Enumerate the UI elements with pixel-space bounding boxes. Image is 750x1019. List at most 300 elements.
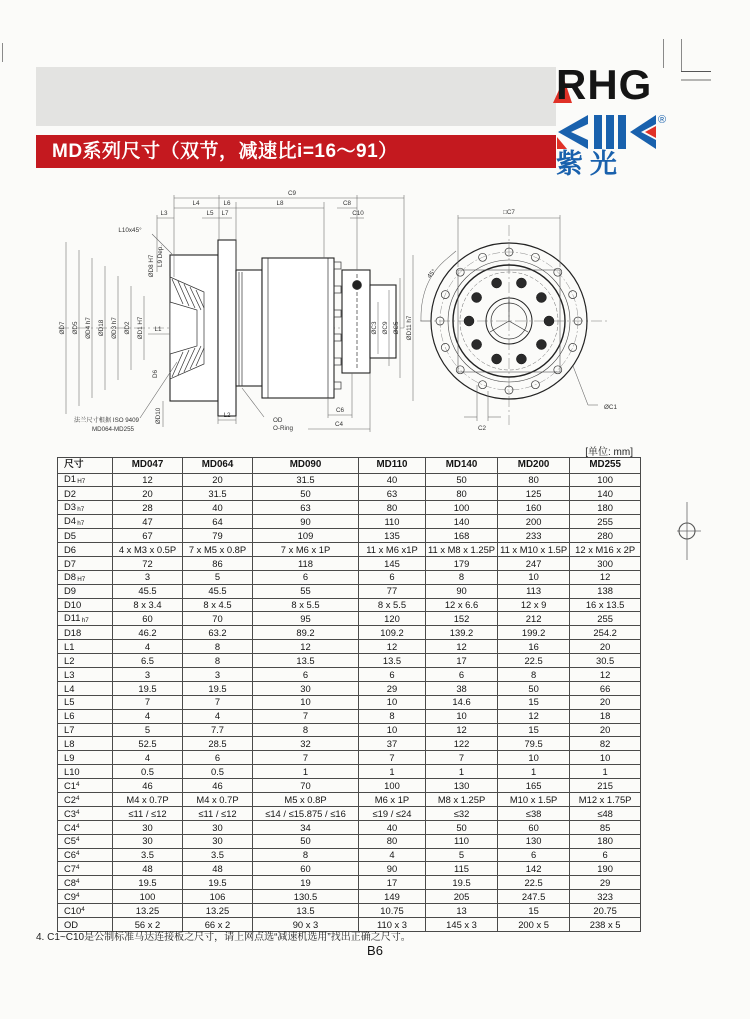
table-cell: 55 [253,584,359,598]
table-row-d5 [58,529,641,543]
table-row-l7 [58,723,641,737]
table-cell: 22.5 [498,654,570,668]
table-cell: 15 [498,904,570,918]
front-dimension-lines [421,215,598,421]
svg-text:法兰尺寸根据 ISO 9409: 法兰尺寸根据 ISO 9409 [74,417,139,424]
row-label: L8 [58,737,113,751]
table-cell: 323 [570,890,641,904]
svg-text:C10: C10 [352,210,364,217]
table-cell: 56 x 2 [113,918,183,932]
table-cell: 7 [426,751,498,765]
table-row-l4 [58,681,641,695]
table-cell: 20.75 [570,904,641,918]
table-row-c7 [58,862,641,876]
table-cell: 10 [359,723,426,737]
ziguang-logo-text: 紫光 [556,149,624,179]
row-label: D4 $_{h7}$ [58,515,113,529]
svg-text:ØD2: ØD2 [124,321,131,335]
table-cell: 70 [183,612,253,626]
table-cell: 6 [426,667,498,681]
table-row-c8 [58,876,641,890]
svg-text:C2: C2 [477,425,487,432]
col-header-md255: MD255 [570,458,641,474]
row-label: $C2^4$ [58,792,113,806]
table-cell: 190 [570,862,641,876]
svg-text:L8: L8 [276,200,284,207]
table-cell: 106 [183,890,253,904]
table-cell: 247.5 [498,890,570,904]
row-label: $C8^4$ [58,876,113,890]
col-header-md140: MD140 [426,458,498,474]
table-cell: 7 [113,695,183,709]
table-cell: 17 [426,654,498,668]
svg-text:L7: L7 [221,210,229,217]
table-row-c2 [58,792,641,806]
table-cell: 28 [113,501,183,515]
table-row-l2 [58,654,641,668]
table-cell: 50 [253,834,359,848]
table-cell: 10 [426,709,498,723]
table-row-d11 [58,612,641,626]
table-cell: 12 x M16 x 2P [570,542,641,556]
table-cell: 8 x 4.5 [183,598,253,612]
svg-text:ØD18: ØD18 [98,319,105,337]
table-row-d9 [58,584,641,598]
table-cell: 13.5 [359,654,426,668]
col-header-md047: MD047 [113,458,183,474]
table-row-d7 [58,556,641,570]
table-cell: 20 [113,487,183,501]
row-label: D10 [58,598,113,612]
table-cell: 64 [183,515,253,529]
table-cell: 160 [498,501,570,515]
table-cell: 80 [359,834,426,848]
table-cell: 7 x M5 x 0.8P [183,542,253,556]
table-cell: 16 x 13.5 [570,598,641,612]
table-cell: 4 [359,848,426,862]
svg-text:C6: C6 [335,407,345,414]
table-cell: 20 [183,473,253,487]
table-cell: 13.25 [113,904,183,918]
table-cell: 109 [253,529,359,543]
table-cell: 82 [570,737,641,751]
table-cell: 45.5 [113,584,183,598]
table-cell: 20 [570,695,641,709]
table-cell: 8 x 5.5 [253,598,359,612]
table-cell: 95 [253,612,359,626]
table-cell: M8 x 1.25P [426,792,498,806]
dimension-table [57,457,641,932]
table-cell: 19.5 [426,876,498,890]
row-label: D5 [58,529,113,543]
table-row-l1 [58,640,641,654]
table-cell: 80 [498,473,570,487]
row-label: D7 [58,556,113,570]
table-row-l3 [58,667,641,681]
table-cell: M6 x 1P [359,792,426,806]
table-cell: 46 [113,779,183,793]
svg-text:ØC9: ØC9 [382,321,389,335]
table-row-d8 [58,570,641,584]
table-cell: 115 [426,862,498,876]
row-label: OD [58,918,113,932]
svg-text:ØD5: ØD5 [72,321,79,335]
table-row-d1 [58,473,641,487]
table-cell: 12 x 6.6 [426,598,498,612]
table-row-l9 [58,751,641,765]
table-cell: 40 [359,473,426,487]
table-cell: 7 [253,709,359,723]
table-cell: 6 [253,667,359,681]
table-cell: 8 [359,709,426,723]
table-cell: 31.5 [253,473,359,487]
table-row-c5 [58,834,641,848]
table-cell: 100 [570,473,641,487]
table-cell: ≤38 [498,806,570,820]
table-cell: 100 [113,890,183,904]
table-cell: 19.5 [113,681,183,695]
table-cell: 0.5 [183,765,253,779]
table-cell: 52.5 [113,737,183,751]
table-cell: 110 [426,834,498,848]
table-cell: 15 [498,695,570,709]
table-cell: 12 [426,723,498,737]
table-cell: 1 [359,765,426,779]
table-cell: 85 [570,820,641,834]
table-cell: 199.2 [498,626,570,640]
table-cell: 11 x M6 x1P [359,542,426,556]
table-cell: 11 x M8 x 1.25P [426,542,498,556]
table-cell: 19.5 [183,876,253,890]
crop-mark-left [2,43,3,62]
table-cell: 200 x 5 [498,918,570,932]
table-cell: 130.5 [253,890,359,904]
table-cell: 6.5 [113,654,183,668]
col-header-md090: MD090 [253,458,359,474]
table-cell: 47 [113,515,183,529]
table-cell: 20 [570,640,641,654]
table-cell: 22.5 [498,876,570,890]
table-cell: 60 [498,820,570,834]
table-cell: 5 [183,570,253,584]
table-cell: 37 [359,737,426,751]
row-label: $C1^4$ [58,779,113,793]
table-cell: 4 x M3 x 0.5P [113,542,183,556]
table-cell: 100 [359,779,426,793]
svg-text:ØD7: ØD7 [59,321,66,335]
table-row-c6 [58,848,641,862]
svg-text:ØC5: ØC5 [393,321,400,335]
table-cell: 60 [113,612,183,626]
table-cell: 13.5 [253,654,359,668]
table-cell: 8 [183,654,253,668]
table-cell: 7 [183,695,253,709]
table-row-d18 [58,626,641,640]
table-cell: 30 [253,681,359,695]
svg-text:ØD4 h7: ØD4 h7 [85,317,92,339]
table-row-c10 [58,904,641,918]
svg-text:ØD3 h7: ØD3 h7 [111,317,118,339]
table-cell: 80 [426,487,498,501]
table-cell: 46 [183,779,253,793]
svg-text:OD: OD [273,417,283,424]
row-label: D3 $_{h7}$ [58,501,113,515]
table-cell: 14.6 [426,695,498,709]
table-cell: 10 [498,751,570,765]
svg-text:C8: C8 [342,200,352,207]
page-number: B6 [367,943,383,958]
table-cell: M12 x 1.75P [570,792,641,806]
table-cell: 12 [426,640,498,654]
svg-text:ØC3: ØC3 [371,321,378,335]
table-cell: 135 [359,529,426,543]
table-cell: 0.5 [113,765,183,779]
table-row-l6 [58,709,641,723]
table-cell: 48 [113,862,183,876]
table-cell: 66 [570,681,641,695]
table-cell: 130 [426,779,498,793]
table-cell: 215 [570,779,641,793]
svg-text:L4: L4 [192,200,200,207]
table-cell: 77 [359,584,426,598]
table-cell: M10 x 1.5P [498,792,570,806]
table-cell: 139.2 [426,626,498,640]
front-centerlines [420,225,610,425]
table-cell: 30 [113,834,183,848]
table-row-d4 [58,515,641,529]
table-cell: 142 [498,862,570,876]
table-cell: ≤11 / ≤12 [183,806,253,820]
row-label: L7 [58,723,113,737]
table-cell: 100 [426,501,498,515]
table-cell: 10 [570,751,641,765]
row-label: L5 [58,695,113,709]
table-cell: 48 [183,862,253,876]
table-cell: 17 [359,876,426,890]
table-cell: ≤48 [570,806,641,820]
col-header-md064: MD064 [183,458,253,474]
row-label: D8 $_{H7}$ [58,570,113,584]
table-cell: 10 [359,695,426,709]
svg-text:L9 Dep.: L9 Dep. [157,244,164,268]
table-cell: 140 [570,487,641,501]
table-cell: 152 [426,612,498,626]
table-cell: ≤19 / ≤24 [359,806,426,820]
table-cell: 12 [253,640,359,654]
table-cell: 130 [498,834,570,848]
table-cell: 109.2 [359,626,426,640]
svg-text:D6: D6 [152,369,159,379]
table-cell: 13.5 [253,904,359,918]
table-cell: M5 x 0.8P [253,792,359,806]
table-cell: 40 [359,820,426,834]
cross-section-drawing [52,182,424,439]
table-row-c1 [58,779,641,793]
row-label: D2 [58,487,113,501]
svg-text:O-Ring: O-Ring [273,425,293,432]
table-header-row [58,458,641,474]
svg-text:□C7: □C7 [503,209,515,216]
table-cell: 8 x 5.5 [359,598,426,612]
table-cell: 19.5 [183,681,253,695]
table-row-l8 [58,737,641,751]
svg-text:L3: L3 [160,210,168,217]
front-view-drawing [420,185,705,437]
table-cell: 145 x 3 [426,918,498,932]
table-cell: 79.5 [498,737,570,751]
table-cell: 29 [570,876,641,890]
table-cell: 15 [498,723,570,737]
table-cell: 50 [426,820,498,834]
table-cell: 8 [253,848,359,862]
table-cell: 7 [253,751,359,765]
svg-text:ØD11 h7: ØD11 h7 [406,315,413,341]
table-cell: 6 [253,570,359,584]
unit-label: [单位: mm] [585,447,633,458]
table-cell: 4 [113,640,183,654]
row-label: $C9^4$ [58,890,113,904]
row-label: $C3^4$ [58,806,113,820]
table-cell: 30 [113,820,183,834]
row-label: $C10^4$ [58,904,113,918]
svg-text:ØD1 H7: ØD1 H7 [137,316,144,340]
table-cell: 300 [570,556,641,570]
table-row-l10 [58,765,641,779]
header-banner [36,67,556,126]
table-cell: ≤32 [426,806,498,820]
table-cell: 70 [253,779,359,793]
table-cell: 4 [183,709,253,723]
table-cell: 110 [359,515,426,529]
table-cell: 32 [253,737,359,751]
table-cell: M4 x 0.7P [183,792,253,806]
table-cell: 19 [253,876,359,890]
table-cell: 120 [359,612,426,626]
table-cell: 90 [359,862,426,876]
col-header-md200: MD200 [498,458,570,474]
table-cell: 145 [359,556,426,570]
table-cell: 149 [359,890,426,904]
svg-text:L10x45°: L10x45° [118,227,142,234]
table-cell: 113 [498,584,570,598]
table-cell: 3.5 [113,848,183,862]
svg-text:45°: 45° [426,268,438,280]
svg-text:ØD10: ØD10 [155,407,162,425]
svg-text:C9: C9 [287,190,297,197]
svg-text:L6: L6 [223,200,231,207]
row-label: D11 $_{h7}$ [58,612,113,626]
table-cell: 7 [359,751,426,765]
table-row-d2 [58,487,641,501]
crop-mark-top-right-h2 [681,79,711,81]
row-label: L2 [58,654,113,668]
row-label: L10 [58,765,113,779]
table-cell: 8 [183,640,253,654]
table-cell: 3 [113,667,183,681]
table-cell: 4 [113,709,183,723]
svg-text:C4: C4 [334,421,344,428]
table-cell: 6 [183,751,253,765]
table-cell: 12 [570,570,641,584]
rhg-logo [552,58,664,106]
table-cell: 8 [498,667,570,681]
table-cell: 118 [253,556,359,570]
flange-note [74,416,140,433]
table-cell: 10 [498,570,570,584]
table-cell: 7 x M6 x 1P [253,542,359,556]
table-cell: 165 [498,779,570,793]
row-label: L3 [58,667,113,681]
table-cell: 63.2 [183,626,253,640]
table-cell: 110 x 3 [359,918,426,932]
table-cell: 180 [570,501,641,515]
table-row-c4 [58,820,641,834]
table-cell: 205 [426,890,498,904]
table-row-c3 [58,806,641,820]
table-cell: 7.7 [183,723,253,737]
table-cell: 1 [498,765,570,779]
table-cell: 13.25 [183,904,253,918]
page-title: MD系列尺寸（双节，减速比i=16～91） [36,135,556,168]
registration-mark [667,500,709,562]
table-cell: 6 [570,848,641,862]
svg-text:L1: L1 [154,326,162,333]
row-label: L9 [58,751,113,765]
table-cell: 30 [183,820,253,834]
table-cell: 10 [253,695,359,709]
col-header-md110: MD110 [359,458,426,474]
table-row-c9 [58,890,641,904]
table-cell: 80 [359,501,426,515]
table-cell: 13 [426,904,498,918]
table-cell: 30.5 [570,654,641,668]
table-cell: M4 x 0.7P [113,792,183,806]
table-cell: 12 x 9 [498,598,570,612]
table-row-l5 [58,695,641,709]
row-label: L4 [58,681,113,695]
table-cell: 200 [498,515,570,529]
table-cell: 30 [183,834,253,848]
table-cell: 280 [570,529,641,543]
table-cell: 5 [426,848,498,862]
table-cell: 12 [113,473,183,487]
row-label: $C6^4$ [58,848,113,862]
table-cell: 122 [426,737,498,751]
table-cell: 90 x 3 [253,918,359,932]
table-cell: 3 [113,570,183,584]
table-row-d10 [58,598,641,612]
svg-text:L2: L2 [223,412,231,419]
table-cell: 90 [426,584,498,598]
table-cell: 10.75 [359,904,426,918]
row-label: $C5^4$ [58,834,113,848]
rhg-logo-text: RHG [556,61,653,106]
table-cell: 86 [183,556,253,570]
table-cell: 50 [426,473,498,487]
table-cell: 6 [359,667,426,681]
row-label: $C7^4$ [58,862,113,876]
col-header-size: 尺寸 [58,458,113,474]
table-cell: 72 [113,556,183,570]
table-cell: 63 [253,501,359,515]
registered-mark: ® [658,114,667,126]
row-label: D1 $_{H7}$ [58,473,113,487]
table-cell: 67 [113,529,183,543]
table-cell: 6 [359,570,426,584]
row-label: D6 [58,542,113,556]
table-cell: 255 [570,612,641,626]
table-cell: 212 [498,612,570,626]
